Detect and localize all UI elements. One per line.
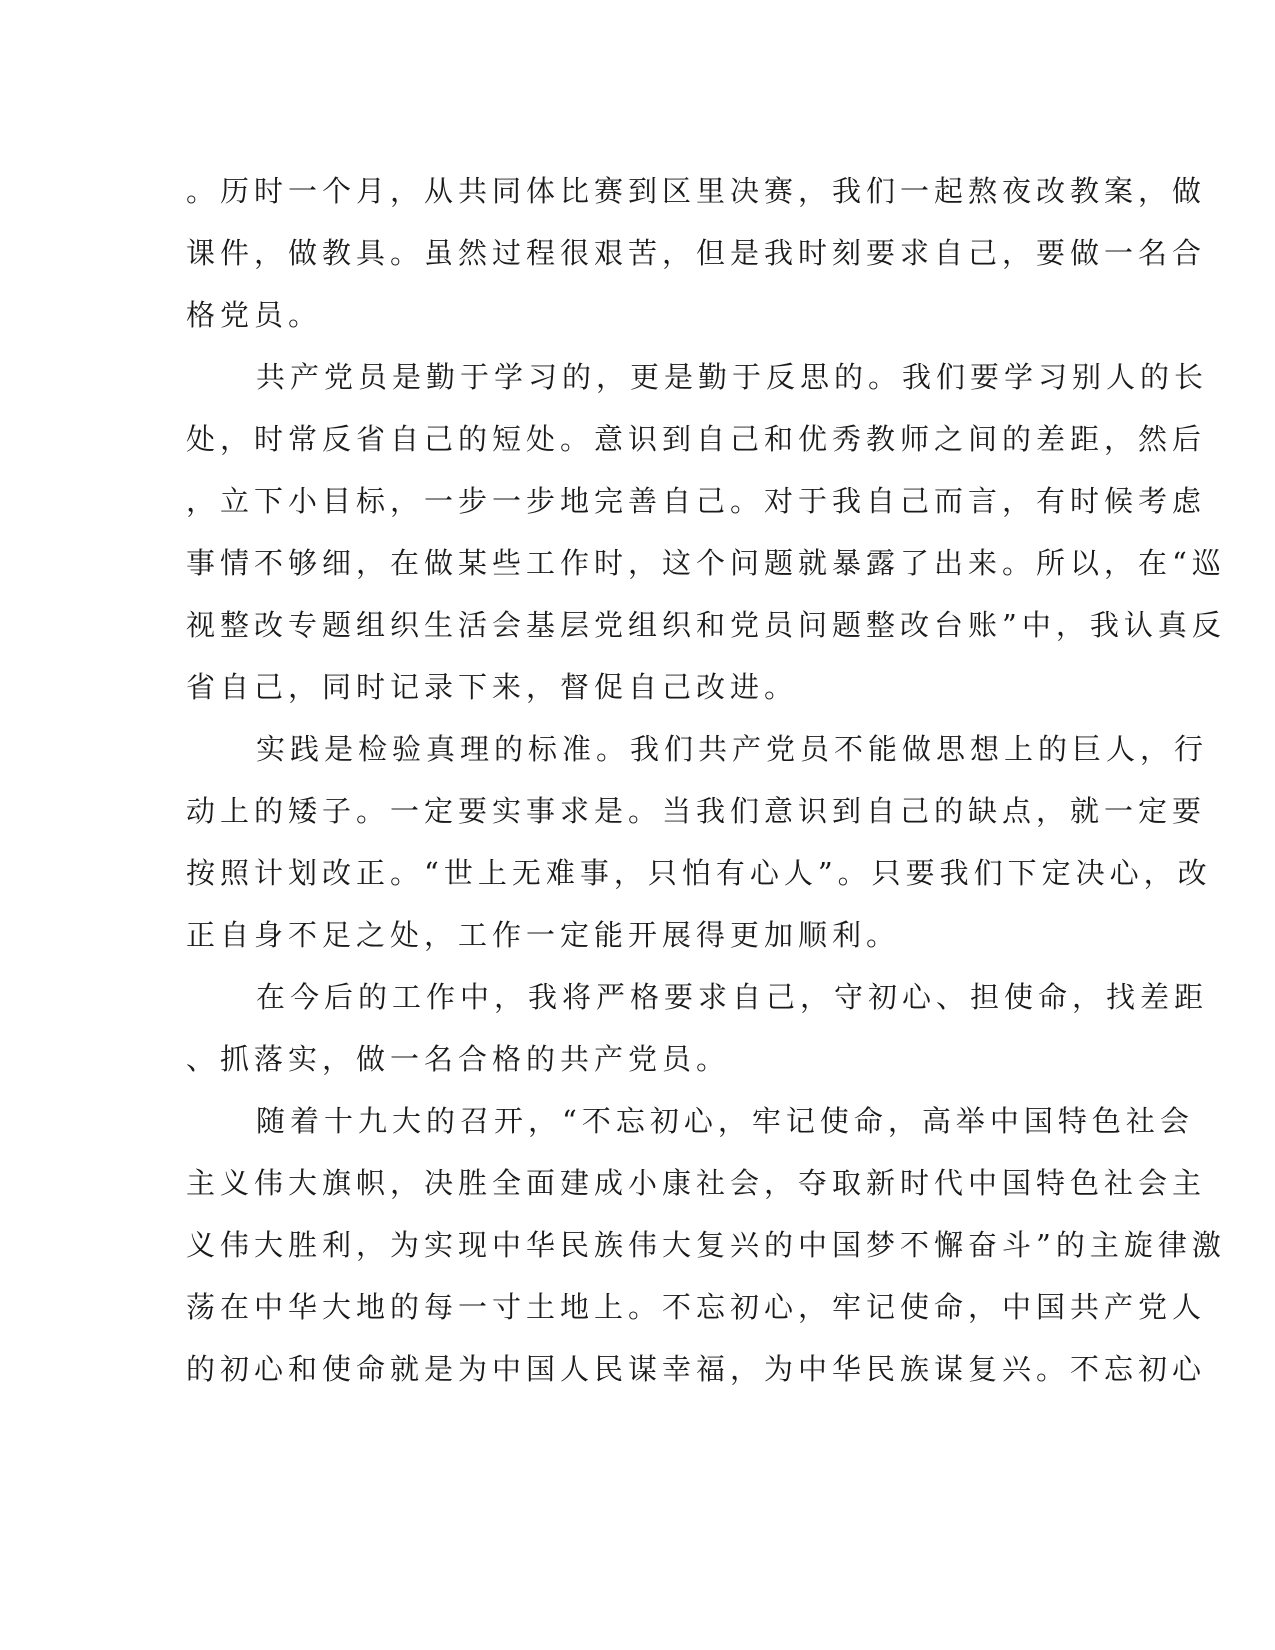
text-line: 的初心和使命就是为中国人民谋幸福，为中华民族谋复兴。不忘初心 bbox=[186, 1352, 1207, 1386]
document-body bbox=[186, 160, 1226, 1400]
paragraph-start-line: 共产党员是勤于学习的，更是勤于反思的。我们要学习别人的长 bbox=[256, 360, 1209, 394]
text-line: 。历时一个月，从共同体比赛到区里决赛，我们一起熬夜改教案，做 bbox=[186, 174, 1207, 208]
text-line: 省自己，同时记录下来，督促自己改进。 bbox=[186, 670, 799, 704]
text-line: 义伟大胜利，为实现中华民族伟大复兴的中国梦不懈奋斗”的主旋律激 bbox=[186, 1228, 1226, 1262]
text-line: 事情不够细，在做某些工作时，这个问题就暴露了出来。所以，在“巡 bbox=[186, 546, 1226, 580]
text-line: 课件，做教具。虽然过程很艰苦，但是我时刻要求自己，要做一名合 bbox=[186, 236, 1207, 270]
text-line: 处，时常反省自己的短处。意识到自己和优秀教师之间的差距，然后 bbox=[186, 422, 1207, 456]
paragraph-start-line: 随着十九大的召开，“不忘初心，牢记使命，高举中国特色社会 bbox=[256, 1104, 1194, 1138]
text-line: 主义伟大旗帜，决胜全面建成小康社会，夺取新时代中国特色社会主 bbox=[186, 1166, 1207, 1200]
text-line: 、抓落实，做一名合格的共产党员。 bbox=[186, 1042, 731, 1076]
text-line: 格党员。 bbox=[186, 298, 323, 332]
paragraph-start-line: 在今后的工作中，我将严格要求自己，守初心、担使命，找差距 bbox=[256, 980, 1209, 1014]
text-line: 视整改专题组织生活会基层党组织和党员问题整改台账”中，我认真反 bbox=[186, 608, 1226, 642]
text-line: ，立下小目标，一步一步地完善自己。对于我自己而言，有时候考虑 bbox=[186, 484, 1207, 518]
text-line: 动上的矮子。一定要实事求是。当我们意识到自己的缺点，就一定要 bbox=[186, 794, 1207, 828]
paragraph-start-line: 实践是检验真理的标准。我们共产党员不能做思想上的巨人，行 bbox=[256, 732, 1209, 766]
text-line: 荡在中华大地的每一寸土地上。不忘初心，牢记使命，中国共产党人 bbox=[186, 1290, 1207, 1324]
text-line: 按照计划改正。“世上无难事，只怕有心人”。只要我们下定决心，改 bbox=[186, 856, 1212, 890]
text-line: 正自身不足之处，工作一定能开展得更加顺利。 bbox=[186, 918, 901, 952]
